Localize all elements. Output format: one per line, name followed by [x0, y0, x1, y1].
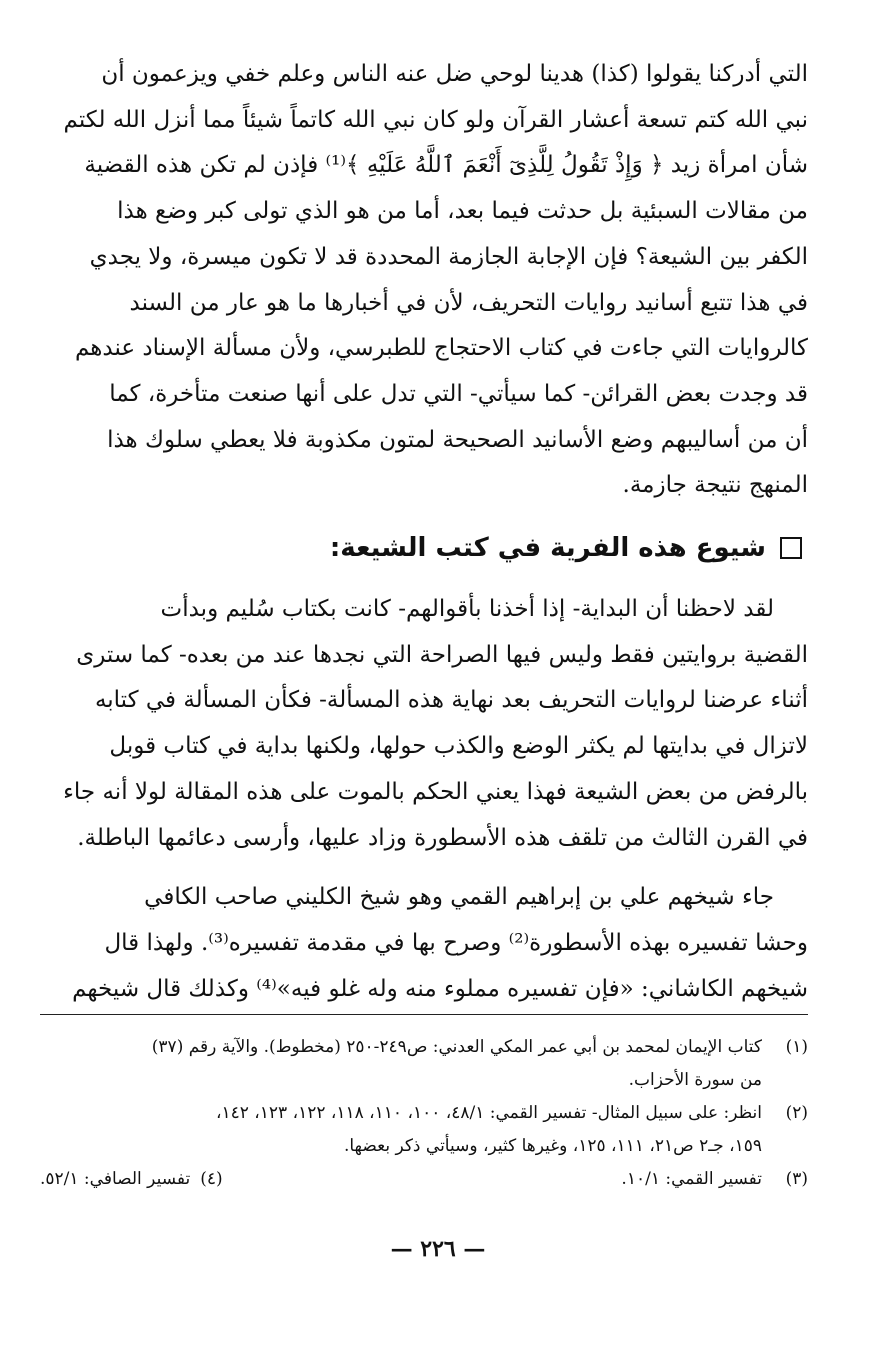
paragraph-line: من مقالات السبئية بل حدثت فيما بعد، أما من هو الذي تولى كبر وضع هذا	[117, 198, 808, 225]
footnote-2	[40, 1097, 808, 1130]
paragraph-line: لقد لاحظنا أن البداية- إذا أخذنا بأقوالهم- كانت بكتاب سُليم وبدأت	[160, 596, 774, 623]
paragraph-line: كالروايات التي جاءت في كتاب الاحتجاج للطبرسي، ولأن مسألة الإسناد عندهم	[74, 335, 808, 362]
paragraph-line: الكفر بين الشيعة؟ فإن الإجابة الجازمة المحددة قد لا تكون ميسرة، ولا يجدي	[89, 243, 808, 270]
paragraph-line: في هذا تتبع أسانيد روايات التحريف، لأن في أخبارها ما هو عار من السند	[129, 289, 808, 316]
footnote-2-continuation: ١٥٩، جـ٢ ص٢١، ١١١، ١٢٥، وغيرها كثير، وسيأتي ذكر بعضها.	[343, 1136, 762, 1157]
paragraph-line: قد وجدت بعض القرائن- كما سيأتي- التي تدل على أنها صنعت متأخرة، كما	[109, 380, 808, 407]
paragraph-line: وحشا تفسيره بهذه الأسطورة⁽²⁾ وصرح بها في مقدمة تفسيره⁽³⁾. ولهذا قال	[104, 929, 808, 956]
paragraph-line: التي أدركنا يقولوا (كذا) هدينا لوحي ضل عنه الناس وعلم خفي ويزعمون أن	[101, 61, 808, 87]
paragraph-line: نبي الله كتم تسعة أعشار القرآن ولو كان نبي الله كاتماً شيئاً مما أنزل الله لكتم	[63, 106, 808, 133]
paragraph-3	[40, 875, 808, 1012]
paragraph-line: أن من أساليبهم وضع الأسانيد الصحيحة لمتون مكذوبة فلا يعطي سلوك هذا	[107, 426, 808, 453]
paragraph-line: أثناء عرضنا لروايات التحريف بعد نهاية هذه المسألة- فكأن المسألة في كتابه	[94, 687, 808, 714]
footnote-4	[40, 1163, 223, 1196]
footnote-1-continuation: من سورة الأحزاب.	[628, 1070, 762, 1091]
paragraph-2	[40, 587, 808, 861]
footnote-divider	[40, 1014, 808, 1015]
footnotes-3-4	[40, 1163, 808, 1196]
footnote-text: تفسير القمي: ١٠/١.	[621, 1169, 762, 1190]
footnote-text: انظر: على سبيل المثال- تفسير القمي: ٤٨/١، ١٠٠، ١١٠، ١١٨، ١٢٢، ١٢٣، ١٤٢،	[215, 1103, 762, 1124]
footnote-number: (٣)	[785, 1169, 808, 1190]
footnote-number: (٤)	[200, 1169, 223, 1190]
footnote-3	[621, 1163, 808, 1196]
paragraph-line: القضية بروايتين فقط وليس فيها الصراحة التي نجدها عند من بعده- كما سترى	[76, 641, 808, 668]
footnote-1	[40, 1031, 808, 1064]
page-body	[40, 52, 808, 1196]
paragraph-line: المنهج نتيجة جازمة.	[622, 472, 808, 499]
paragraph-line: شأن امرأة زيد ﴿ وَإِذْ تَقُولُ لِلَّذِىٓ أَنْعَمَ ٱللَّهُ عَلَيْهِ ﴾⁽¹⁾ فإذن لم تكن هذه القضية	[84, 152, 808, 179]
footnote-number: (١)	[785, 1037, 808, 1058]
footnote-number: (٢)	[785, 1103, 808, 1124]
square-bullet-icon	[780, 537, 802, 559]
paragraph-line: في القرن الثالث من تلقف هذه الأسطورة وزاد عليها، وأرسى دعائمها الباطلة.	[77, 824, 808, 851]
paragraph-line: بالرفض من بعض الشيعة فهذا يعني الحكم بالموت على هذه المقالة لولا أنه جاء	[63, 778, 808, 805]
paragraph-1	[40, 52, 808, 509]
paragraph-line: لاتزال في بدايتها لم يكثر الوضع والكذب حولها، ولكنها بداية في كتاب قوبل	[109, 733, 808, 760]
footnotes	[40, 1031, 808, 1196]
page-number: — ٢٢٦ —	[390, 1236, 486, 1262]
section-heading-text: شيوع هذه الفرية في كتب الشيعة:	[329, 533, 766, 564]
footnote-text: تفسير الصافي: ٥٢/١.	[40, 1169, 191, 1190]
footnote-text: كتاب الإيمان لمحمد بن أبي عمر المكي العدني: ص٢٤٩-٢٥٠ (مخطوط). والآية رقم (٣٧)	[151, 1037, 762, 1058]
paragraph-line: جاء شيخهم علي بن إبراهيم القمي وهو شيخ الكليني صاحب الكافي	[144, 884, 774, 911]
section-heading	[40, 519, 802, 577]
paragraph-line: شيخهم الكاشاني: «فإن تفسيره مملوء منه وله غلو فيه»⁽⁴⁾ وكذلك قال شيخهم	[72, 975, 808, 1002]
